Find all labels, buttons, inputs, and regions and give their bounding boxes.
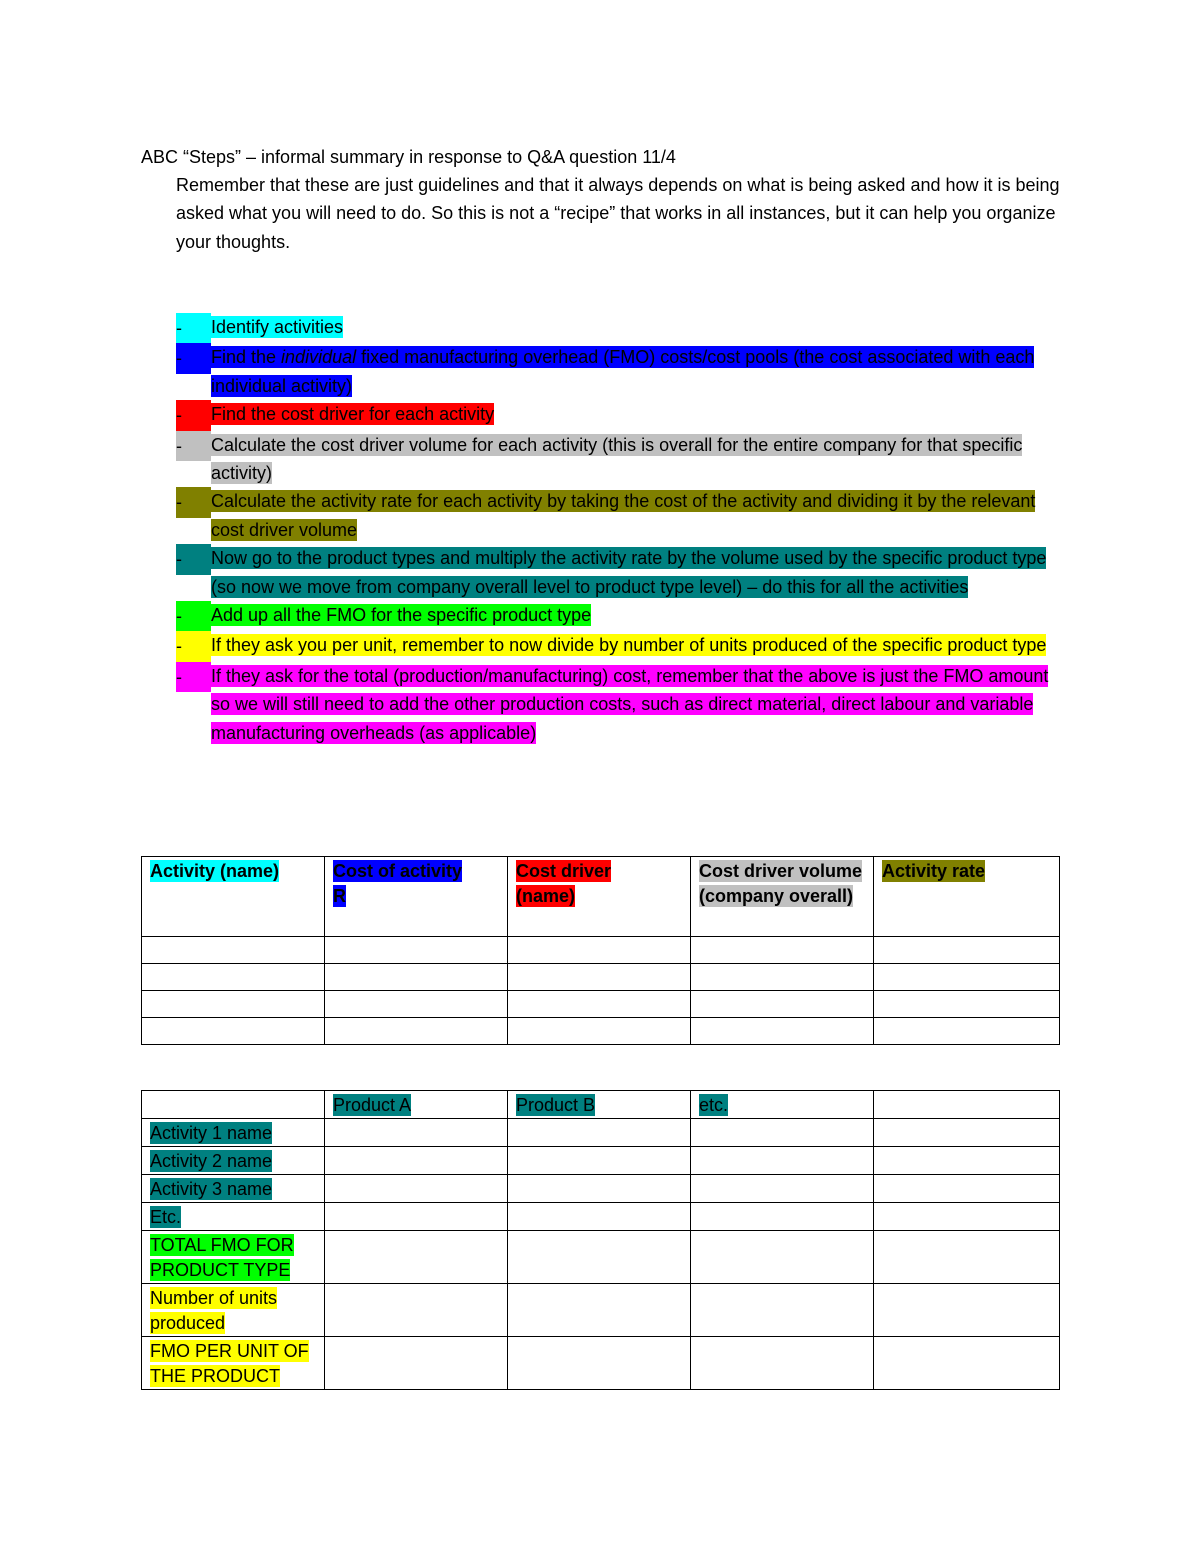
header-activity-rate: Activity rate xyxy=(882,861,986,881)
row-label-cell xyxy=(142,1203,325,1231)
row-label-cell xyxy=(142,1119,325,1147)
step-item xyxy=(176,662,1061,747)
document-title: ABC “Steps” – informal summary in response to Q&A question 11/4 xyxy=(141,147,676,167)
step-item xyxy=(176,601,1061,631)
step-dash: - xyxy=(176,431,211,461)
step-dash: - xyxy=(176,544,211,574)
table-cell[interactable] xyxy=(142,937,325,964)
step-dash: - xyxy=(176,343,211,373)
row-label: TOTAL FMO FOR PRODUCT TYPE xyxy=(150,1235,294,1280)
table-cell[interactable] xyxy=(874,937,1060,964)
row-label: Activity 2 name xyxy=(150,1151,273,1171)
step-dash: - xyxy=(176,487,211,517)
table-cell[interactable] xyxy=(508,964,691,991)
row-label-cell xyxy=(142,1231,325,1284)
step-text: If they ask for the total (production/manufacturing) cost, remember that the above is just the FMO amount so we will still need to add the other production costs, such as direct material, direct labour and variable manufacturing overheads (as applicable) xyxy=(211,665,1049,743)
table-cell[interactable] xyxy=(508,1337,691,1390)
table-cell[interactable] xyxy=(874,1203,1060,1231)
table-cell[interactable] xyxy=(325,1119,508,1147)
step-dash: - xyxy=(176,400,211,430)
table-cell[interactable] xyxy=(142,1018,325,1045)
header-cell xyxy=(874,857,1060,937)
table-cell[interactable] xyxy=(874,964,1060,991)
header-product-b: Product B xyxy=(516,1095,596,1115)
header-product-a: Product A xyxy=(333,1095,412,1115)
table-cell[interactable] xyxy=(508,1175,691,1203)
header-cost-of-activity: Cost of activity R xyxy=(333,861,463,906)
table-row xyxy=(142,1119,1060,1147)
table-cell[interactable] xyxy=(508,1203,691,1231)
table-cell[interactable] xyxy=(691,1018,874,1045)
table-row xyxy=(142,937,1060,964)
table-cell[interactable] xyxy=(691,1231,874,1284)
step-item xyxy=(176,487,1061,544)
table-row xyxy=(142,1175,1060,1203)
table-header-row xyxy=(142,857,1060,937)
table-cell[interactable] xyxy=(325,937,508,964)
step-dash: - xyxy=(176,631,211,661)
step-text: If they ask you per unit, remember to now divide by number of units produced of the specific product type xyxy=(211,635,1047,656)
table-cell[interactable] xyxy=(142,964,325,991)
step-text: Calculate the cost driver volume for each activity (this is overall for the entire company for that specific activity) xyxy=(211,434,1023,484)
row-label: Etc. xyxy=(150,1207,182,1227)
table-cell[interactable] xyxy=(325,1203,508,1231)
table-cell[interactable] xyxy=(874,1175,1060,1203)
header-cell xyxy=(142,857,325,937)
header-activity-name: Activity (name) xyxy=(150,861,280,881)
table-cell[interactable] xyxy=(325,1147,508,1175)
step-text: Identify activities xyxy=(211,317,344,337)
table-cell[interactable] xyxy=(508,1018,691,1045)
step-dash: - xyxy=(176,601,211,631)
table-cell[interactable] xyxy=(691,1284,874,1337)
step-dash: - xyxy=(176,313,211,343)
step-item xyxy=(176,400,1061,430)
step-item xyxy=(176,544,1061,601)
row-label-cell xyxy=(142,1284,325,1337)
row-label: FMO PER UNIT OF THE PRODUCT xyxy=(150,1341,309,1386)
step-item xyxy=(176,431,1061,488)
table-cell[interactable] xyxy=(325,991,508,1018)
table-cell[interactable] xyxy=(691,1337,874,1390)
table-row xyxy=(142,1284,1060,1337)
header-cell xyxy=(508,857,691,937)
step-item xyxy=(176,343,1061,400)
table-row xyxy=(142,991,1060,1018)
row-label: Number of units produced xyxy=(150,1288,278,1333)
table-cell[interactable] xyxy=(325,1018,508,1045)
table-cell[interactable] xyxy=(874,1147,1060,1175)
table-cell[interactable] xyxy=(508,1284,691,1337)
table-cell[interactable] xyxy=(874,1284,1060,1337)
header-cell xyxy=(691,1091,874,1119)
table-cell[interactable] xyxy=(325,1284,508,1337)
row-label: Activity 1 name xyxy=(150,1123,273,1143)
header-cell xyxy=(508,1091,691,1119)
table-cell[interactable] xyxy=(508,1231,691,1284)
header-cell xyxy=(325,1091,508,1119)
header-cell xyxy=(691,857,874,937)
table-header-row xyxy=(142,1091,1060,1119)
table-cell[interactable] xyxy=(691,937,874,964)
header-cost-driver: Cost driver (name) xyxy=(516,861,612,906)
table-cell[interactable] xyxy=(691,1175,874,1203)
row-label-cell xyxy=(142,1175,325,1203)
table-cell[interactable] xyxy=(874,1337,1060,1390)
table-row xyxy=(142,1337,1060,1390)
step-text: Add up all the FMO for the specific product type xyxy=(211,605,592,626)
table-cell[interactable] xyxy=(508,1147,691,1175)
row-label-cell xyxy=(142,1337,325,1390)
step-text: Now go to the product types and multiply the activity rate by the volume used by the specific product type (so now we move from company overall level to product type level) – do this for all the activities xyxy=(211,548,1047,597)
table-cell[interactable] xyxy=(508,1119,691,1147)
step-item xyxy=(176,313,1061,343)
table-cell[interactable] xyxy=(691,1119,874,1147)
table-row xyxy=(142,1018,1060,1045)
header-cell xyxy=(142,1091,325,1119)
table-row xyxy=(142,1203,1060,1231)
table-cell[interactable] xyxy=(691,1203,874,1231)
activity-rate-table xyxy=(141,856,1060,1045)
table-row xyxy=(142,1147,1060,1175)
table-cell[interactable] xyxy=(508,937,691,964)
header-etc: etc. xyxy=(699,1095,729,1115)
table-cell[interactable] xyxy=(874,1231,1060,1284)
header-cost-driver-volume: Cost driver volume (company overall) xyxy=(699,861,863,906)
row-label: Activity 3 name xyxy=(150,1179,273,1199)
table-cell[interactable] xyxy=(691,964,874,991)
table-cell[interactable] xyxy=(325,1337,508,1390)
table-cell[interactable] xyxy=(508,991,691,1018)
header-cell xyxy=(325,857,508,937)
table-cell[interactable] xyxy=(325,1175,508,1203)
table-row xyxy=(142,964,1060,991)
table-cell[interactable] xyxy=(874,1119,1060,1147)
header-cell xyxy=(874,1091,1060,1119)
product-fmo-table xyxy=(141,1090,1060,1390)
table-cell[interactable] xyxy=(325,1231,508,1284)
step-dash: - xyxy=(176,662,211,692)
step-text: Calculate the activity rate for each activity by taking the cost of the activity and dividing it by the relevant cost driver volume xyxy=(211,491,1036,540)
table-cell[interactable] xyxy=(874,1018,1060,1045)
table-cell[interactable] xyxy=(691,1147,874,1175)
step-text: Find the individual fixed manufacturing overhead (FMO) costs/cost pools (the cost associated with each individual activity) xyxy=(211,347,1035,396)
table-cell[interactable] xyxy=(325,964,508,991)
steps-list xyxy=(176,313,1061,747)
table-cell[interactable] xyxy=(691,991,874,1018)
row-label-cell xyxy=(142,1147,325,1175)
table-cell[interactable] xyxy=(874,991,1060,1018)
intro-paragraph: Remember that these are just guidelines and that it always depends on what is being asked and how it is being asked what you will need to do. So this is not a “recipe” that works in all instances, but it can help you organize your thoughts. xyxy=(176,175,1060,252)
step-text: Find the cost driver for each activity xyxy=(211,404,495,425)
step-item xyxy=(176,631,1061,661)
step-emphasis: individual xyxy=(281,347,357,368)
table-cell[interactable] xyxy=(142,991,325,1018)
table-row xyxy=(142,1231,1060,1284)
